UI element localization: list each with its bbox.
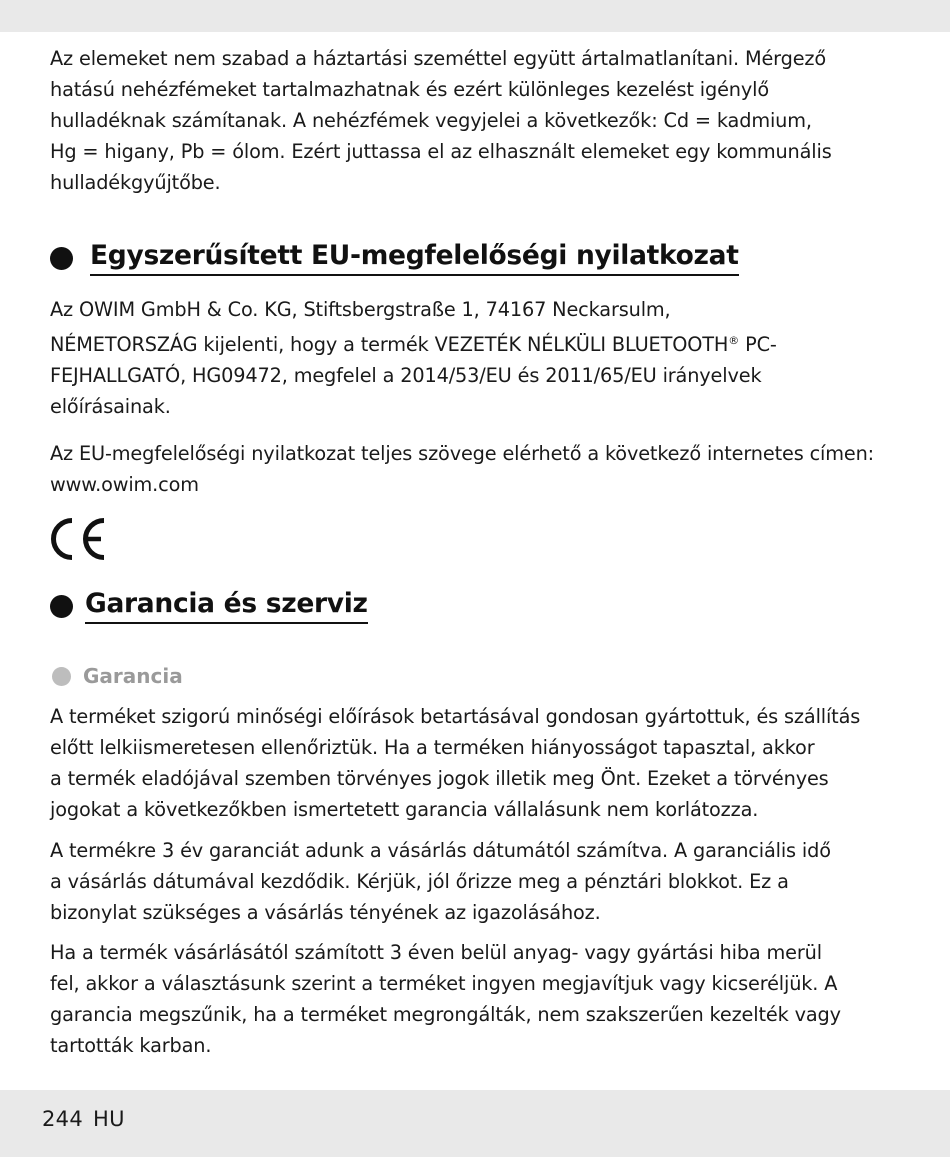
text-line: fel, akkor a választásunk szerint a terméket ingyen megjavítjuk vagy kicseréljük. A [50,972,838,995]
text-line: hatású nehézfémeket tartalmazhatnak és ezért különleges kezelést igénylő [50,78,769,101]
text-fragment: PC- [739,333,777,356]
text-line: A termékre 3 év garanciát adunk a vásárlás dátumától számítva. A garanciális idő [50,839,831,862]
text-line: Az OWIM GmbH & Co. KG, Stiftsbergstraße 1, 74167 Neckarsulm, [50,298,671,321]
eu-declaration-paragraph [50,294,910,422]
warranty-service-heading [50,588,368,624]
eu-conformity-heading [50,240,739,276]
text-line: Az EU-megfelelőségi nyilatkozat teljes szövege elérhető a következő internetes címen: [50,442,875,465]
text-line: a termék eladójával szemben törvényes jogok illetik meg Önt. Ezeket a törvényes [50,767,829,790]
page-number: 244 [42,1107,83,1131]
website-url: www.owim.com [50,473,199,496]
warranty-subheading [52,664,183,688]
text-line: előírásainak. [50,395,171,418]
language-code: HU [92,1107,125,1131]
text-line: a vásárlás dátumával kezdődik. Kérjük, jól őrizze meg a pénztári blokkot. Ez a [50,870,789,893]
warranty-paragraph-1 [50,701,910,825]
section-title: Egyszerűsített EU-megfelelőségi nyilatkozat [90,240,739,276]
bullet-icon [50,247,73,270]
text-line [50,325,910,360]
text-line: A terméket szigorú minőségi előírások betartásával gondosan gyártottuk, és szállítás [50,705,861,728]
text-line: jogokat a következőkben ismertetett garancia vállalásunk nem korlátozza. [50,798,759,821]
warranty-paragraph-2 [50,835,910,928]
subsection-title: Garancia [83,664,183,688]
bullet-icon [50,595,73,618]
text-line: hulladéknak számítanak. A nehézfémek vegyjelei a következők: Cd = kadmium, [50,109,812,132]
text-line: hulladékgyűjtőbe. [50,171,221,194]
text-line: tartották karban. [50,1034,212,1057]
text-line: előtt lelkiismeretesen ellenőriztük. Ha a terméken hiányosságot tapasztal, akkor [50,736,815,759]
warranty-paragraph-3 [50,937,910,1061]
top-margin-band [0,0,950,32]
section-title: Garancia és szerviz [85,588,368,624]
eu-declaration-url-paragraph [50,438,910,500]
bullet-icon [52,667,71,686]
footer-band [0,1090,950,1157]
page-footer [42,1107,125,1131]
text-line: bizonylat szükséges a vásárlás tényének az igazolásához. [50,901,601,924]
text-line: Az elemeket nem szabad a háztartási szeméttel együtt ártalmatlanítani. Mérgező [50,47,827,70]
battery-disposal-paragraph [50,43,910,198]
text-line: Ha a termék vásárlásától számított 3 éven belül anyag- vagy gyártási hiba merül [50,941,822,964]
registered-trademark-sign: ® [728,334,740,347]
text-fragment: NÉMETORSZÁG kijelenti, hogy a termék VEZETÉK NÉLKÜLI BLUETOOTH [50,333,729,356]
text-line: FEJHALLGATÓ, HG09472, megfelel a 2014/53/EU és 2011/65/EU irányelvek [50,364,762,387]
ce-mark-icon [48,516,110,566]
text-line: garancia megszűnik, ha a terméket megrongálták, nem szakszerűen kezelték vagy [50,1003,841,1026]
text-line: Hg = higany, Pb = ólom. Ezért juttassa el az elhasznált elemeket egy kommunális [50,140,832,163]
